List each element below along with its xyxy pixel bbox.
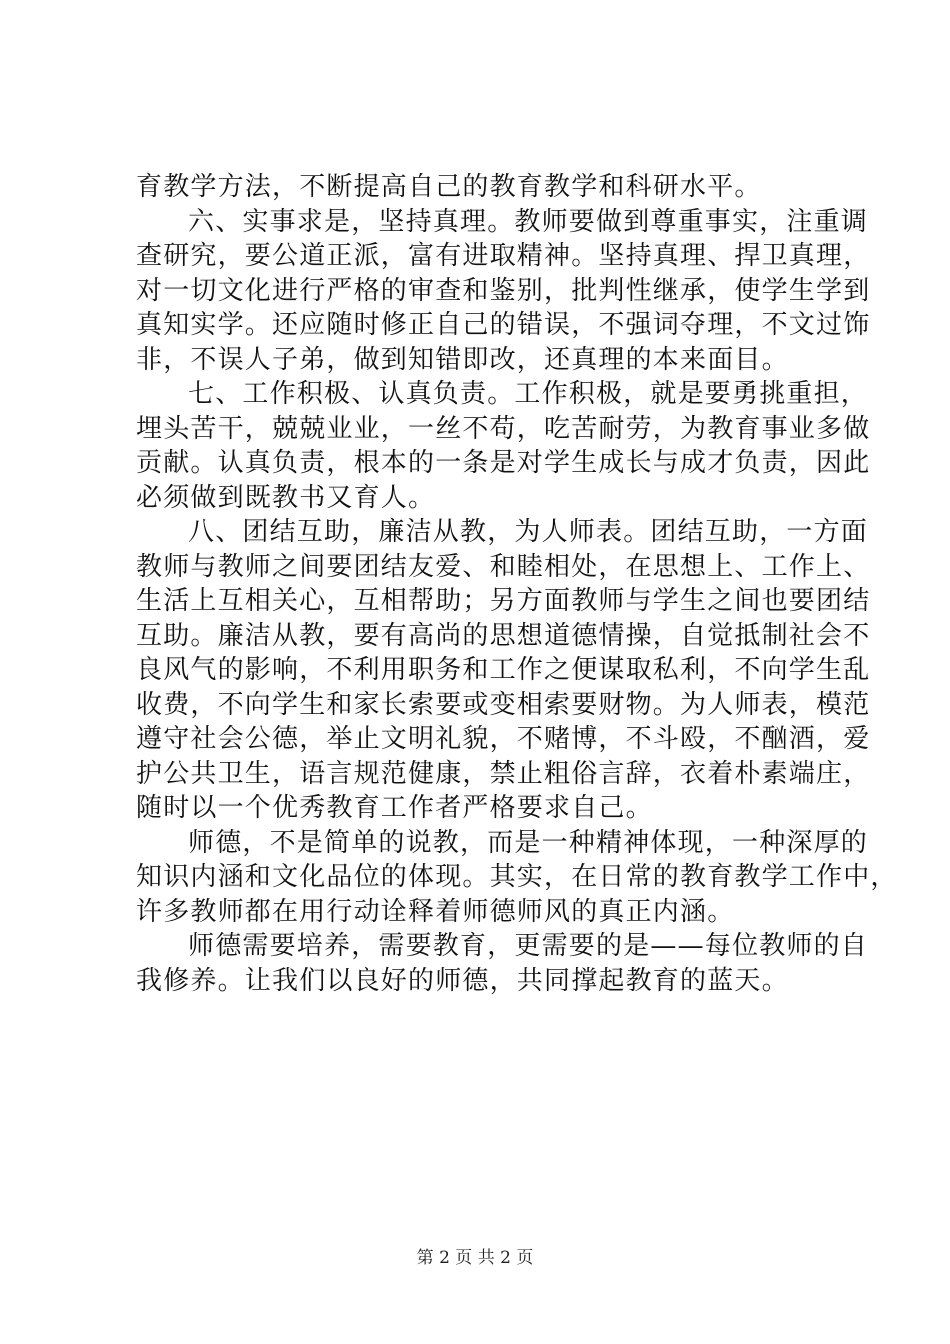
line-text: 随时以一个优秀教育工作者严格要求自己。: [136, 793, 653, 823]
text-line: [136, 377, 869, 412]
paragraph: [136, 826, 898, 930]
text-line: [136, 170, 826, 205]
line-text: 对一切文化进行严格的审查和鉴别，批判性继承，使学生学到: [136, 275, 871, 306]
line-text: 我修养。让我们以良好的师德，共同撑起教育的蓝天。: [136, 965, 789, 996]
line-text: 育教学方法，不断提高自己的教育教学和科研水平。: [136, 172, 762, 202]
text-line: [136, 308, 871, 343]
line-text: 良风气的影响，不利用职务和工作之便谋取私利，不向学生乱: [136, 655, 871, 685]
line-text: 埋头苦干，兢兢业业，一丝不苟，吃苦耐劳，为教育事业多做: [136, 413, 871, 444]
line-text: 真知实学。还应随时修正自己的错误，不强词夺理，不文过饰: [136, 310, 871, 340]
line-text: 互助。廉洁从教，要有高尚的思想道德情操，自觉抵制社会不: [136, 620, 871, 651]
text-line: [136, 343, 826, 378]
line-text: 非，不误人子弟，做到知错即改，还真理的本来面目。: [136, 344, 789, 375]
text-line: [136, 826, 869, 861]
line-text: 知识内涵和文化品位的体现。其实，在日常的教育教学工作中，: [136, 862, 898, 892]
text-line: [136, 619, 871, 654]
line-text: 必须做到既教书又育人。: [136, 482, 436, 513]
line-text: 七、工作积极、认真负责。工作积极，就是要勇挑重担，: [188, 379, 869, 409]
line-text: 护公共卫生，语言规范健康，禁止粗俗言辞，衣着朴素端庄，: [136, 758, 871, 789]
paragraph: [136, 929, 869, 998]
text-line: [136, 584, 871, 619]
line-text: 生活上互相关心，互相帮助；另方面教师与学生之间也要团结: [136, 586, 871, 616]
text-line: [136, 860, 898, 895]
line-text: 师德，不是简单的说教，而是一种精神体现，一种深厚的: [188, 827, 869, 858]
text-line: [136, 239, 871, 274]
line-text: 八、团结互助，廉洁从教，为人师表。团结互助，一方面: [188, 517, 869, 547]
line-text: 师德需要培养，需要教育，更需要的是——每位教师的自: [188, 931, 869, 961]
text-line: [136, 550, 871, 585]
document-body: [136, 170, 898, 998]
text-line: [136, 515, 869, 550]
text-line: [136, 653, 871, 688]
text-line: [136, 688, 871, 723]
paragraph: [136, 205, 871, 378]
text-line: [136, 929, 869, 964]
text-line: [136, 722, 871, 757]
text-line: [136, 412, 871, 447]
text-line: [136, 895, 826, 930]
page-footer: 第 2 页 共 2 页: [416, 1248, 534, 1268]
line-text: 遵守社会公德，举止文明礼貌，不赌博，不斗殴，不酗酒，爱: [136, 724, 871, 754]
line-text: 六、实事求是，坚持真理。教师要做到尊重事实，注重调: [188, 206, 869, 237]
line-text: 贡献。认真负责，根本的一条是对学生成长与成才负责，因此: [136, 448, 871, 478]
text-line: [136, 274, 871, 309]
line-text: 教师与教师之间要团结友爱、和睦相处，在思想上、工作上、: [136, 551, 871, 582]
paragraph: [136, 377, 871, 515]
line-text: 许多教师都在用行动诠释着师德师风的真正内涵。: [136, 896, 735, 927]
text-line: [136, 964, 826, 999]
paragraph: [136, 515, 871, 826]
paragraph: [136, 170, 826, 205]
text-line: [136, 446, 871, 481]
text-line: [136, 205, 869, 240]
text-line: [136, 757, 871, 792]
line-text: 收费，不向学生和家长索要或变相索要财物。为人师表，模范: [136, 689, 871, 720]
text-line: [136, 481, 826, 516]
text-line: [136, 791, 826, 826]
line-text: 查研究，要公道正派，富有进取精神。坚持真理、捍卫真理，: [136, 241, 871, 271]
